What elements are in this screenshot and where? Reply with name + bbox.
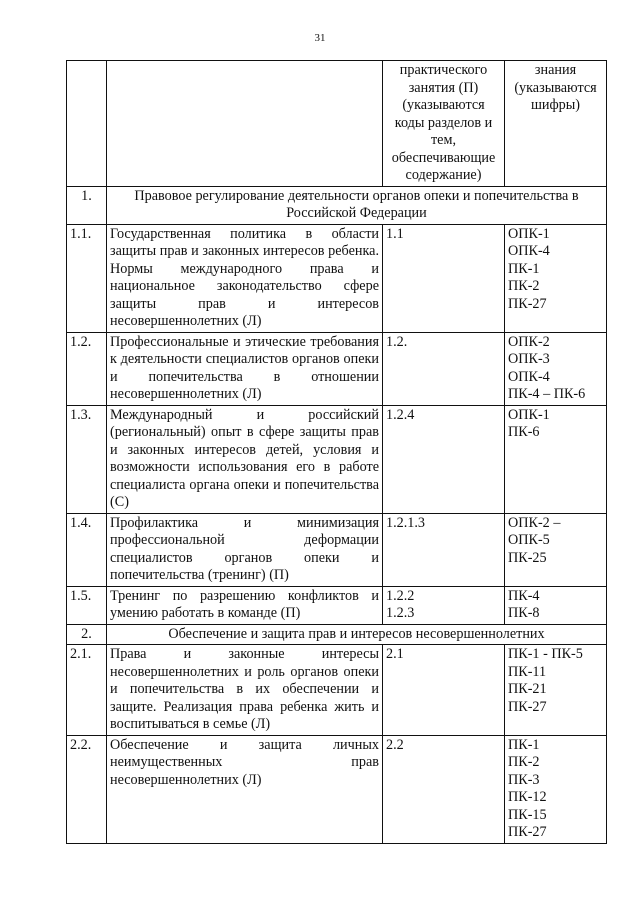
row-competencies <box>505 513 607 586</box>
row-competencies-item: ПК-12 <box>508 789 547 805</box>
row-competencies-item: ПК-3 <box>508 771 540 788</box>
row-competencies <box>505 586 607 624</box>
section-number: 2. <box>67 624 107 645</box>
row-competencies-item: ПК-21 <box>508 681 547 697</box>
row-topic: Профессиональные и этические требования к деятельности специалистов органов опеки и попечительства в отношении несовершеннолетних (Л) <box>107 332 383 405</box>
page-number: 31 <box>314 32 326 44</box>
row-competencies-item: ПК-4 – ПК-6 <box>508 386 586 402</box>
row-codes-item: 2.1 <box>386 646 404 662</box>
row-number: 1.3. <box>67 405 107 513</box>
row-codes <box>383 735 505 843</box>
row-topic: Международный и российский (региональный) опыт в сфере защиты прав и законных интересов детей, условия и возможности использования его в работе специалиста органа опеки и попечительства (С) <box>107 405 383 513</box>
row-competencies-item: ПК-1 <box>508 260 540 277</box>
row-competencies-item: ПК-4 <box>508 587 540 604</box>
row-competencies-item: ПК-2 <box>508 278 540 294</box>
table-row <box>67 586 607 624</box>
row-number: 1.4. <box>67 513 107 586</box>
row-number: 1.5. <box>67 586 107 624</box>
header-num-cell <box>67 61 107 187</box>
row-codes <box>383 513 505 586</box>
row-competencies <box>505 405 607 513</box>
row-codes <box>383 224 505 332</box>
row-competencies-item: ПК-1 - ПК-5 <box>508 646 583 662</box>
table-row <box>67 513 607 586</box>
row-codes-item: 1.2.1.3 <box>386 514 426 531</box>
row-codes <box>383 332 505 405</box>
row-codes-item: 1.2.3 <box>386 605 415 621</box>
row-competencies-item: ПК-27 <box>508 824 547 840</box>
row-competencies-item: ОПК-4 <box>508 243 550 259</box>
row-topic: Тренинг по разрешению конфликтов и умению работать в команде (П) <box>107 586 383 624</box>
row-topic: Профилактика и минимизация профессиональной деформации специалистов органов опеки и попечительства (тренинг) (П) <box>107 513 383 586</box>
table-row <box>67 735 607 843</box>
row-competencies-item: ПК-1 <box>508 736 540 753</box>
row-competencies-item: ПК-2 <box>508 754 540 770</box>
row-competencies <box>505 332 607 405</box>
curriculum-table <box>66 60 607 844</box>
row-topic: Права и законные интересы несовершеннолетних и роль органов опеки и попечительства в их обеспечении и защите. Реализация права ребенка жить и воспитываться в семье (Л) <box>107 645 383 736</box>
row-topic: Обеспечение и защита личных неимущественных прав несовершеннолетних (Л) <box>107 735 383 843</box>
row-competencies-item: ОПК-1 <box>508 225 550 242</box>
row-codes-item: 1.2.2 <box>386 587 415 604</box>
row-competencies <box>505 224 607 332</box>
table-header-row <box>67 61 607 187</box>
row-competencies-item: ОПК-3 <box>508 351 550 367</box>
row-codes-item: 2.2 <box>386 736 404 753</box>
header-codes-cell: практического занятия (П) (указываются коды разделов и тем, обеспечивающие содержание) <box>383 61 505 187</box>
section-title: Обеспечение и защита прав и интересов несовершеннолетних <box>107 624 607 645</box>
row-competencies-item: ПК-8 <box>508 605 540 621</box>
row-number: 2.2. <box>67 735 107 843</box>
row-competencies-item: ОПК-2 <box>508 333 550 350</box>
row-number: 1.1. <box>67 224 107 332</box>
row-competencies <box>505 645 607 736</box>
row-codes-item: 1.2.4 <box>386 406 415 423</box>
section-row <box>67 186 607 224</box>
row-competencies-item: ПК-6 <box>508 424 540 440</box>
row-codes-item: 1.2. <box>386 333 408 350</box>
row-number: 2.1. <box>67 645 107 736</box>
table-row <box>67 645 607 736</box>
header-competencies-cell: знания (указываются шифры) <box>505 61 607 187</box>
row-number: 1.2. <box>67 332 107 405</box>
row-codes-item: 1.1 <box>386 225 404 242</box>
row-competencies-item: ОПК-1 <box>508 406 550 423</box>
row-competencies-item: ОПК-2 – ОПК-5 <box>508 514 561 548</box>
row-codes <box>383 405 505 513</box>
row-competencies-item: ОПК-4 <box>508 368 550 385</box>
header-topic-cell <box>107 61 383 187</box>
row-competencies-item: ПК-27 <box>508 698 547 715</box>
row-competencies-item: ПК-11 <box>508 663 547 680</box>
section-title: Правовое регулирование деятельности органов опеки и попечительства в Российской Федерации <box>107 186 607 224</box>
table-row <box>67 405 607 513</box>
row-competencies-item: ПК-27 <box>508 295 547 312</box>
table-row <box>67 332 607 405</box>
table-row <box>67 224 607 332</box>
section-row <box>67 624 607 645</box>
row-topic: Государственная политика в области защиты прав и законных интересов ребенка. Нормы международного права и национальное законодательство сфере защиты прав и интересов несовершеннолетних (Л) <box>107 224 383 332</box>
section-number: 1. <box>67 186 107 224</box>
row-competencies <box>505 735 607 843</box>
row-competencies-item: ПК-15 <box>508 806 547 823</box>
row-competencies-item: ПК-25 <box>508 549 547 566</box>
row-codes <box>383 586 505 624</box>
row-codes <box>383 645 505 736</box>
